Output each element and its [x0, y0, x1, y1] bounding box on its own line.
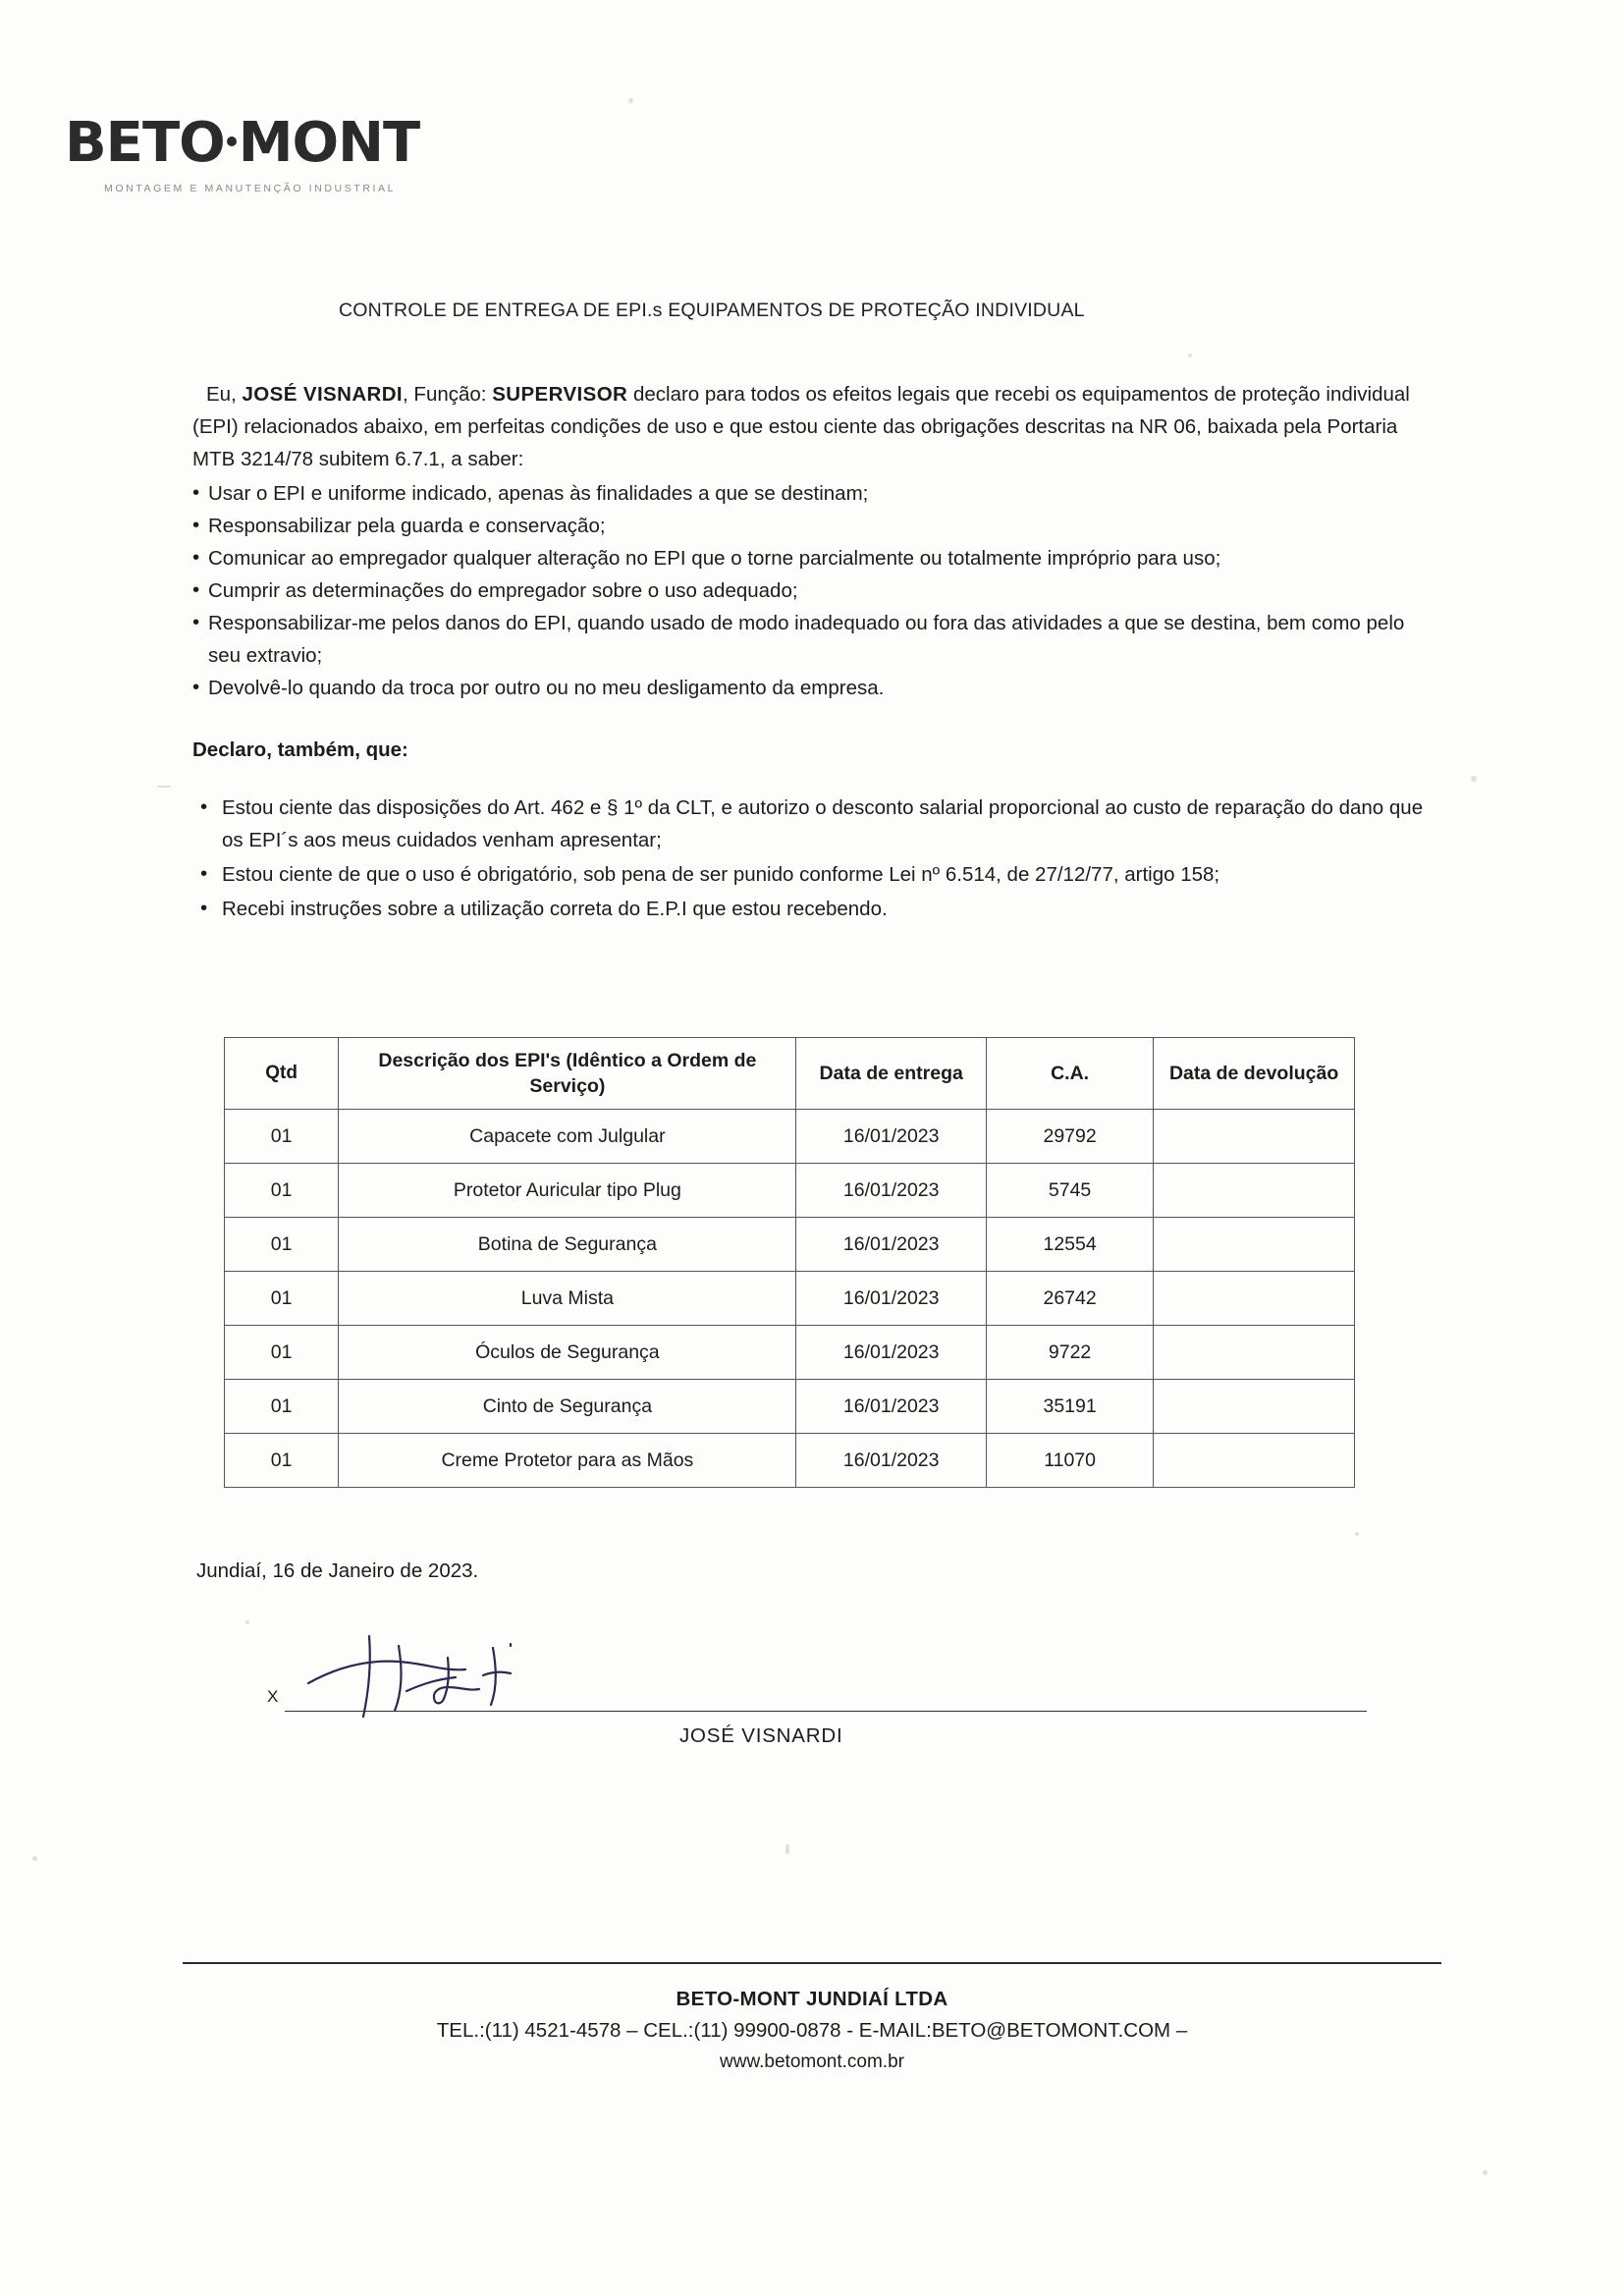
- cell-ca: 5745: [986, 1164, 1153, 1218]
- table-row: [225, 1434, 1355, 1488]
- logo-dot-icon: [227, 137, 237, 146]
- employee-name: JOSÉ VISNARDI: [242, 383, 404, 406]
- cell-descricao: Cinto de Segurança: [339, 1380, 796, 1434]
- list-item: • Cumprir as determinações do empregador sobre o uso adequado;: [192, 574, 1439, 607]
- list-item: • Usar o EPI e uniforme indicado, apenas às finalidades a que se destinam;: [192, 477, 1439, 510]
- cell-qtd: 01: [225, 1218, 339, 1272]
- cell-qtd: 01: [225, 1434, 339, 1488]
- cell-devolucao: [1154, 1272, 1355, 1326]
- logo-word-part2: MONT: [238, 111, 420, 175]
- logo-tagline: MONTAGEM E MANUTENÇÃO INDUSTRIAL: [104, 183, 397, 194]
- scan-speck: [628, 98, 633, 103]
- page-title: CONTROLE DE ENTREGA DE EPI.s EQUIPAMENTOS DE PROTEÇÃO INDIVIDUAL: [339, 300, 1085, 321]
- table-row: [225, 1326, 1355, 1380]
- cell-qtd: 01: [225, 1326, 339, 1380]
- employee-role: SUPERVISOR: [492, 383, 628, 406]
- cell-entrega: 16/01/2023: [796, 1218, 987, 1272]
- list-item: • Recebi instruções sobre a utilização correta do E.P.I que estou recebendo.: [192, 893, 1439, 925]
- signer-name: JOSÉ VISNARDI: [679, 1724, 843, 1747]
- scan-speck: [157, 786, 171, 788]
- footer-company: BETO-MONT JUNDIAÍ LTDA: [676, 1988, 948, 2010]
- cell-entrega: 16/01/2023: [796, 1380, 987, 1434]
- column-header-data-devolucao: Data de devolução: [1154, 1038, 1355, 1110]
- scan-speck: [785, 1844, 789, 1854]
- cell-descricao: Protetor Auricular tipo Plug: [339, 1164, 796, 1218]
- obligations-list: [192, 477, 1439, 704]
- cell-ca: 26742: [986, 1272, 1153, 1326]
- handwritten-signature: [300, 1626, 595, 1734]
- cell-qtd: 01: [225, 1380, 339, 1434]
- epi-table: [224, 1037, 1355, 1488]
- cell-entrega: 16/01/2023: [796, 1326, 987, 1380]
- cell-ca: 12554: [986, 1218, 1153, 1272]
- cell-qtd: 01: [225, 1164, 339, 1218]
- column-header-descricao: Descrição dos EPI's (Idêntico a Ordem de Serviço): [339, 1038, 796, 1110]
- cell-qtd: 01: [225, 1110, 339, 1164]
- signature-x-mark: X: [267, 1687, 279, 1706]
- cell-entrega: 16/01/2023: [796, 1164, 987, 1218]
- cell-ca: 29792: [986, 1110, 1153, 1164]
- column-header-data-entrega: Data de entrega: [796, 1038, 987, 1110]
- cell-devolucao: [1154, 1434, 1355, 1488]
- cell-ca: 9722: [986, 1326, 1153, 1380]
- cell-ca: 35191: [986, 1380, 1153, 1434]
- cell-descricao: Óculos de Segurança: [339, 1326, 796, 1380]
- cell-devolucao: [1154, 1164, 1355, 1218]
- scan-speck: [245, 1620, 249, 1624]
- table-row: [225, 1380, 1355, 1434]
- table-row: [225, 1164, 1355, 1218]
- table-body: [225, 1110, 1355, 1488]
- cell-entrega: 16/01/2023: [796, 1272, 987, 1326]
- cell-entrega: 16/01/2023: [796, 1434, 987, 1488]
- list-item: • Estou ciente de que o uso é obrigatório, sob pena de ser punido conforme Lei nº 6.514, de 27/12/77, artigo 158;: [192, 858, 1439, 891]
- logo-word-part1: BETO: [65, 111, 225, 175]
- list-item: • Estou ciente das disposições do Art. 462 e § 1º da CLT, e autorizo o desconto salarial proporcional ao custo de reparação do dano que os EPI´s aos meus cuidados venham apresentar;: [192, 792, 1439, 856]
- scan-speck: [1483, 2170, 1488, 2175]
- cell-descricao: Luva Mista: [339, 1272, 796, 1326]
- table-row: [225, 1218, 1355, 1272]
- column-header-qtd: Qtd: [225, 1038, 339, 1110]
- city-date: Jundiaí, 16 de Janeiro de 2023.: [196, 1559, 479, 1582]
- company-logo: [65, 111, 536, 194]
- list-item: • Responsabilizar-me pelos danos do EPI, quando usado de modo inadequado ou fora das atividades a que se destina, bem como pelo seu extravio;: [192, 607, 1439, 672]
- intro-paragraph: [192, 378, 1439, 475]
- scan-speck: [1471, 776, 1477, 782]
- cell-ca: 11070: [986, 1434, 1153, 1488]
- page-footer: [0, 1984, 1624, 2078]
- intro-post: declaro para todos os efeitos legais que recebi os equipamentos de proteção individual (EPI) relacionados abaixo, em perfeitas condições de uso e que estou ciente das obrigações descritas na NR 06, baixada pela Portaria MTB 3214/78 subitem 6.7.1, a saber:: [192, 383, 1410, 470]
- table-row: [225, 1272, 1355, 1326]
- cell-descricao: Botina de Segurança: [339, 1218, 796, 1272]
- list-item: • Devolvê-lo quando da troca por outro ou no meu desligamento da empresa.: [192, 672, 1439, 704]
- cell-descricao: Capacete com Julgular: [339, 1110, 796, 1164]
- cell-devolucao: [1154, 1110, 1355, 1164]
- cell-entrega: 16/01/2023: [796, 1110, 987, 1164]
- document-body: [192, 378, 1439, 927]
- cell-devolucao: [1154, 1326, 1355, 1380]
- scan-speck: [1355, 1532, 1359, 1536]
- table-row: [225, 1110, 1355, 1164]
- role-label: , Função:: [403, 383, 487, 406]
- table-header: [225, 1038, 1355, 1110]
- declaration-heading: Declaro, também, que:: [192, 738, 408, 761]
- scan-speck: [32, 1856, 37, 1861]
- signature-line: [285, 1711, 1367, 1712]
- footer-divider: [183, 1962, 1441, 1964]
- footer-website: www.betomont.com.br: [720, 2051, 904, 2072]
- scan-speck: [1188, 354, 1192, 357]
- cell-descricao: Creme Protetor para as Mãos: [339, 1434, 796, 1488]
- declarations-list: [192, 792, 1439, 925]
- list-item: • Responsabilizar pela guarda e conservação;: [192, 510, 1439, 542]
- intro-pre: Eu,: [206, 383, 237, 406]
- list-item: • Comunicar ao empregador qualquer alteração no EPI que o torne parcialmente ou totalmente impróprio para uso;: [192, 542, 1439, 574]
- column-header-ca: C.A.: [986, 1038, 1153, 1110]
- table-header-row: [225, 1038, 1355, 1110]
- footer-contact: TEL.:(11) 4521-4578 – CEL.:(11) 99900-0878 - E-MAIL:BETO@BETOMONT.COM –: [436, 2019, 1188, 2042]
- cell-devolucao: [1154, 1380, 1355, 1434]
- cell-qtd: 01: [225, 1272, 339, 1326]
- cell-devolucao: [1154, 1218, 1355, 1272]
- logo-wordmark: [65, 111, 536, 175]
